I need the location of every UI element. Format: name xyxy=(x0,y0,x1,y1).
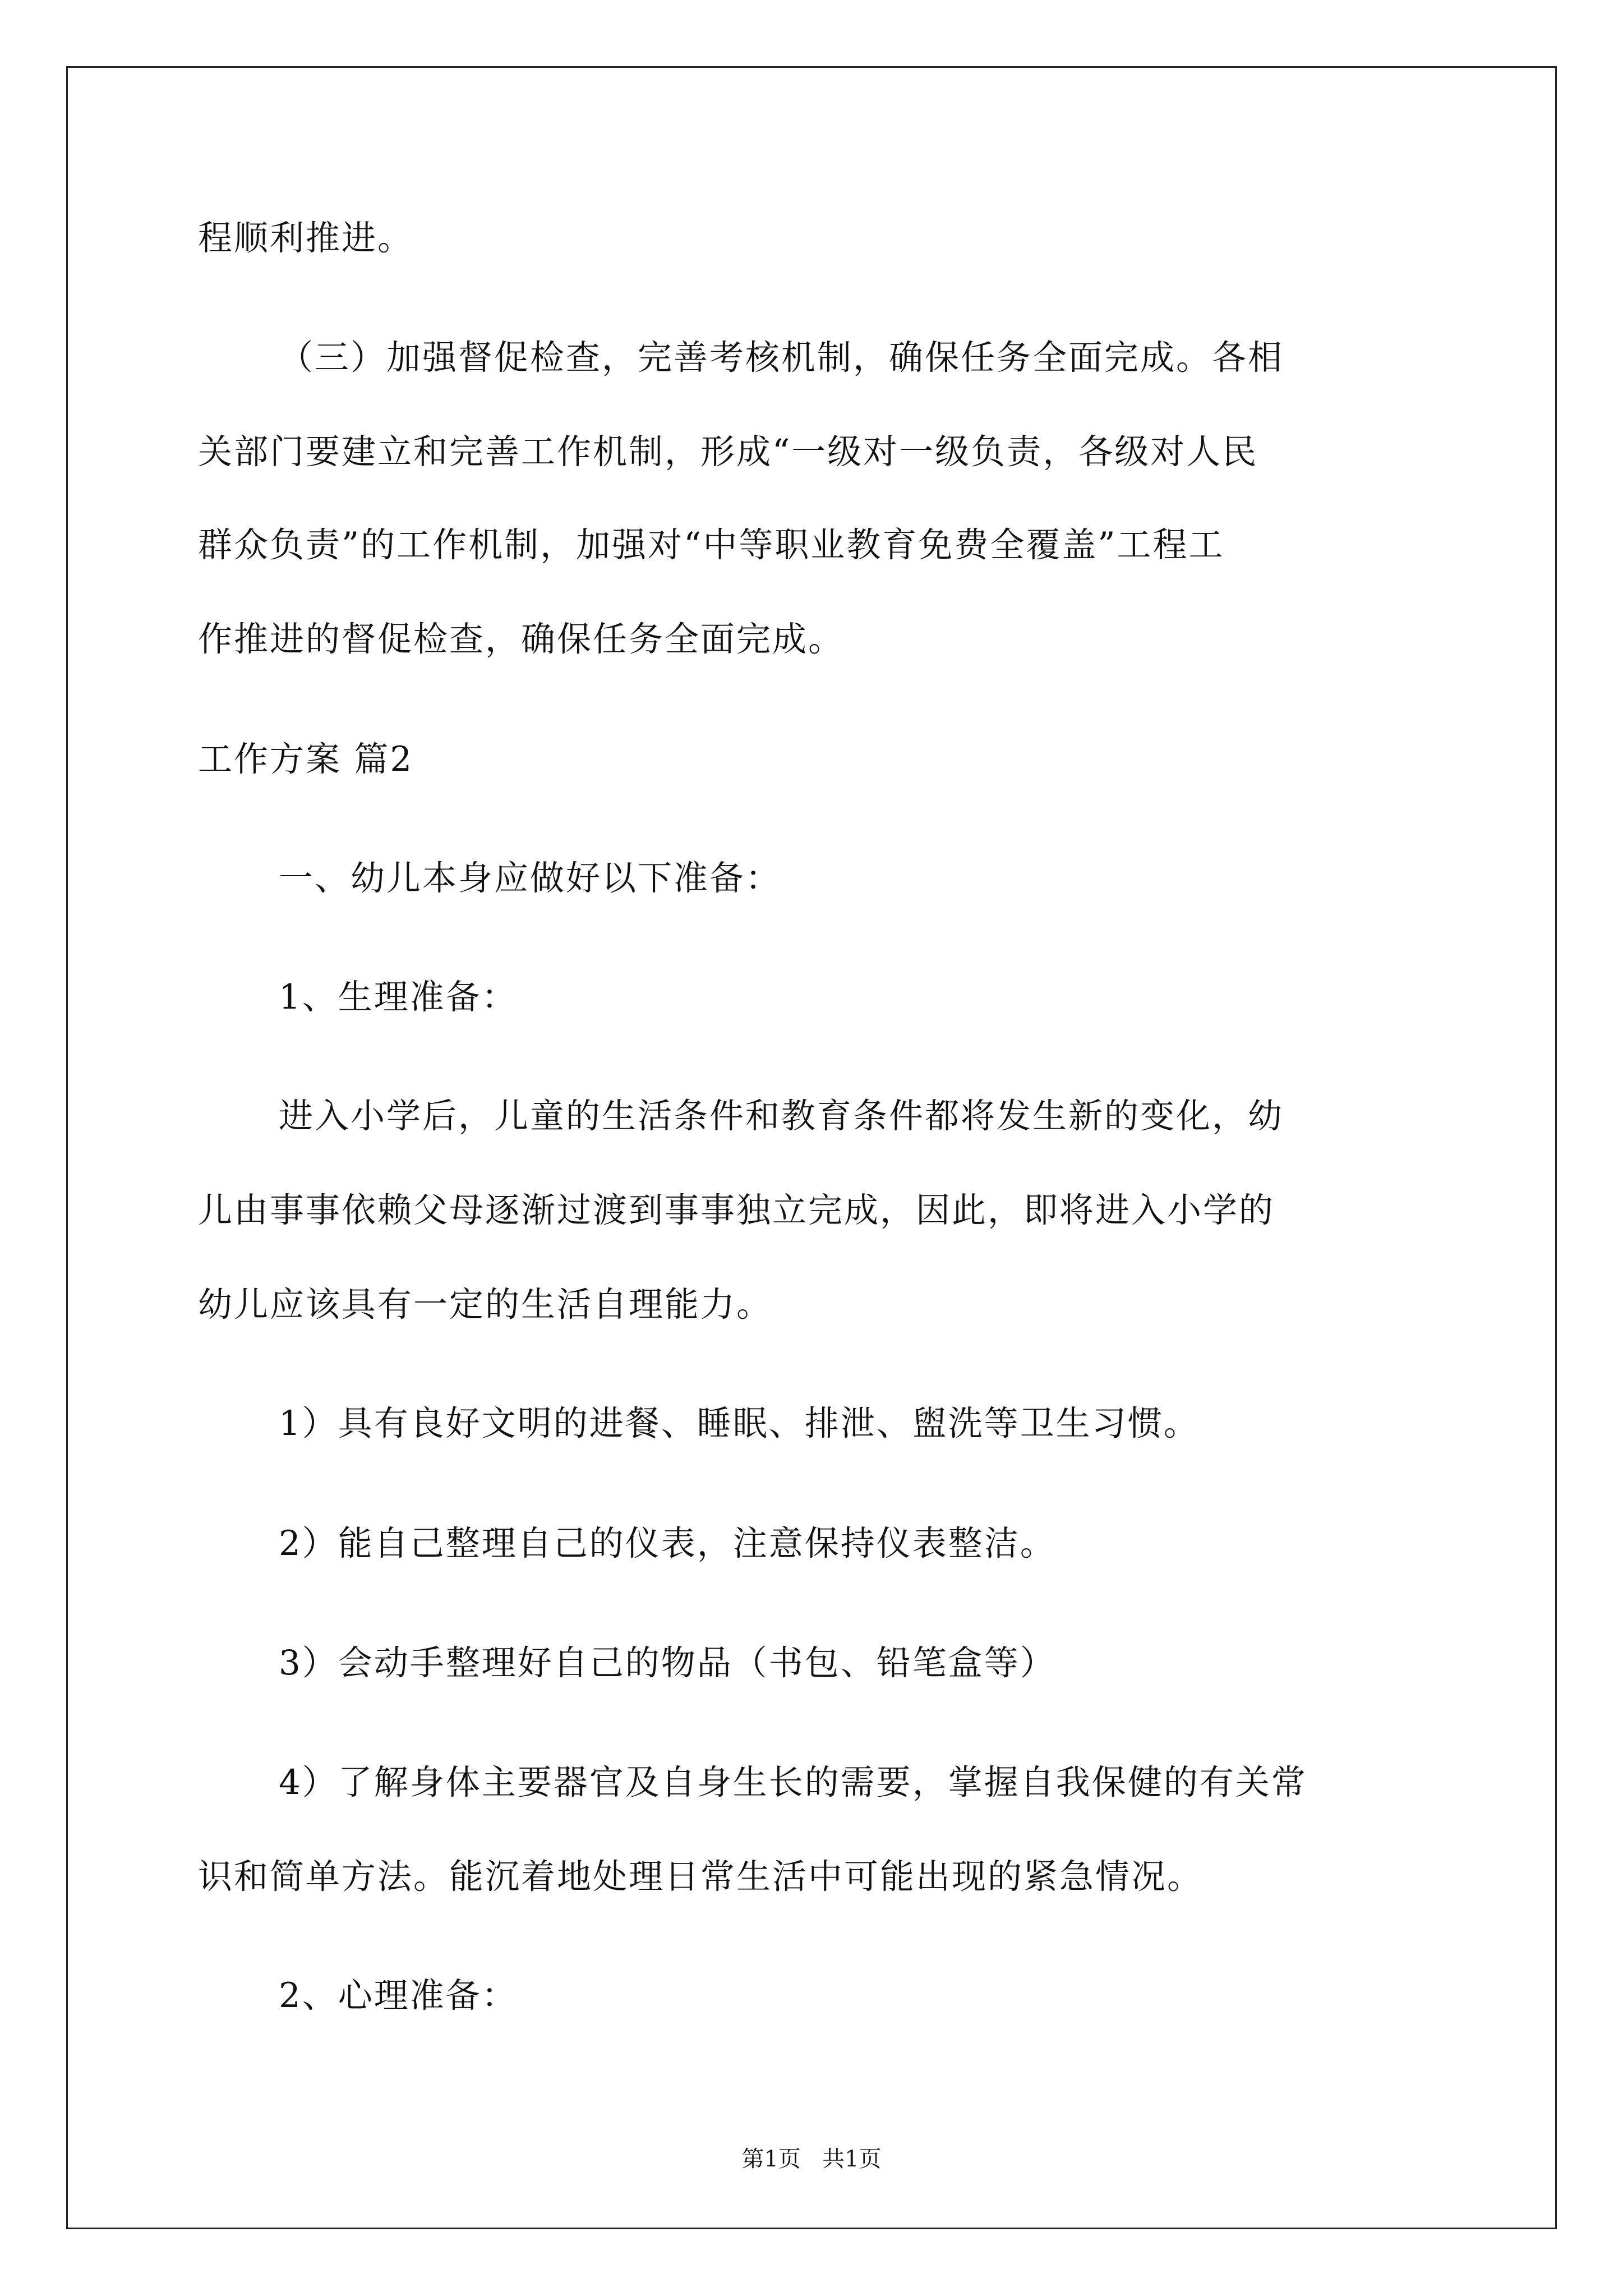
text-line: 识和简单方法。能沉着地处理日常生活中可能出现的紧急情况。 xyxy=(198,1857,1204,1897)
text-line: 1）具有良好文明的进餐、睡眠、排泄、盥洗等卫生习惯。 xyxy=(279,1404,1200,1443)
page-border xyxy=(66,66,1557,2229)
text-line: 程顺利推进。 xyxy=(198,218,414,258)
text-line: 关部门要建立和完善工作机制，形成“一级对一级负责，各级对人民 xyxy=(198,432,1258,472)
text-line: 幼儿应该具有一定的生活自理能力。 xyxy=(198,1285,773,1324)
text-line: 4）了解身体主要器官及自身生长的需要，掌握自我保健的有关常 xyxy=(279,1763,1307,1802)
text-line: 群众负责”的工作机制，加强对“中等职业教育免费全覆盖”工程工 xyxy=(198,525,1225,565)
text-line: 进入小学后，儿童的生活条件和教育条件都将发生新的变化，幼 xyxy=(279,1096,1284,1136)
text-line: 2、心理准备： xyxy=(279,1976,518,2016)
page-footer: 第1页 共1页 xyxy=(741,2146,882,2172)
text-line: 3）会动手整理好自己的物品（书包、铅笔盒等） xyxy=(279,1643,1056,1683)
section-heading: 工作方案 篇2 xyxy=(198,739,414,779)
text-line: 2）能自己整理自己的仪表，注意保持仪表整洁。 xyxy=(279,1524,1056,1563)
text-line: 一、幼儿本身应做好以下准备： xyxy=(279,858,782,898)
text-line: （三）加强督促检查，完善考核机制，确保任务全面完成。各相 xyxy=(279,338,1284,378)
text-line: 作推进的督促检查，确保任务全面完成。 xyxy=(198,619,845,659)
text-line: 1、生理准备： xyxy=(279,977,518,1017)
text-line: 儿由事事依赖父母逐渐过渡到事事独立完成，因此，即将进入小学的 xyxy=(198,1190,1275,1230)
